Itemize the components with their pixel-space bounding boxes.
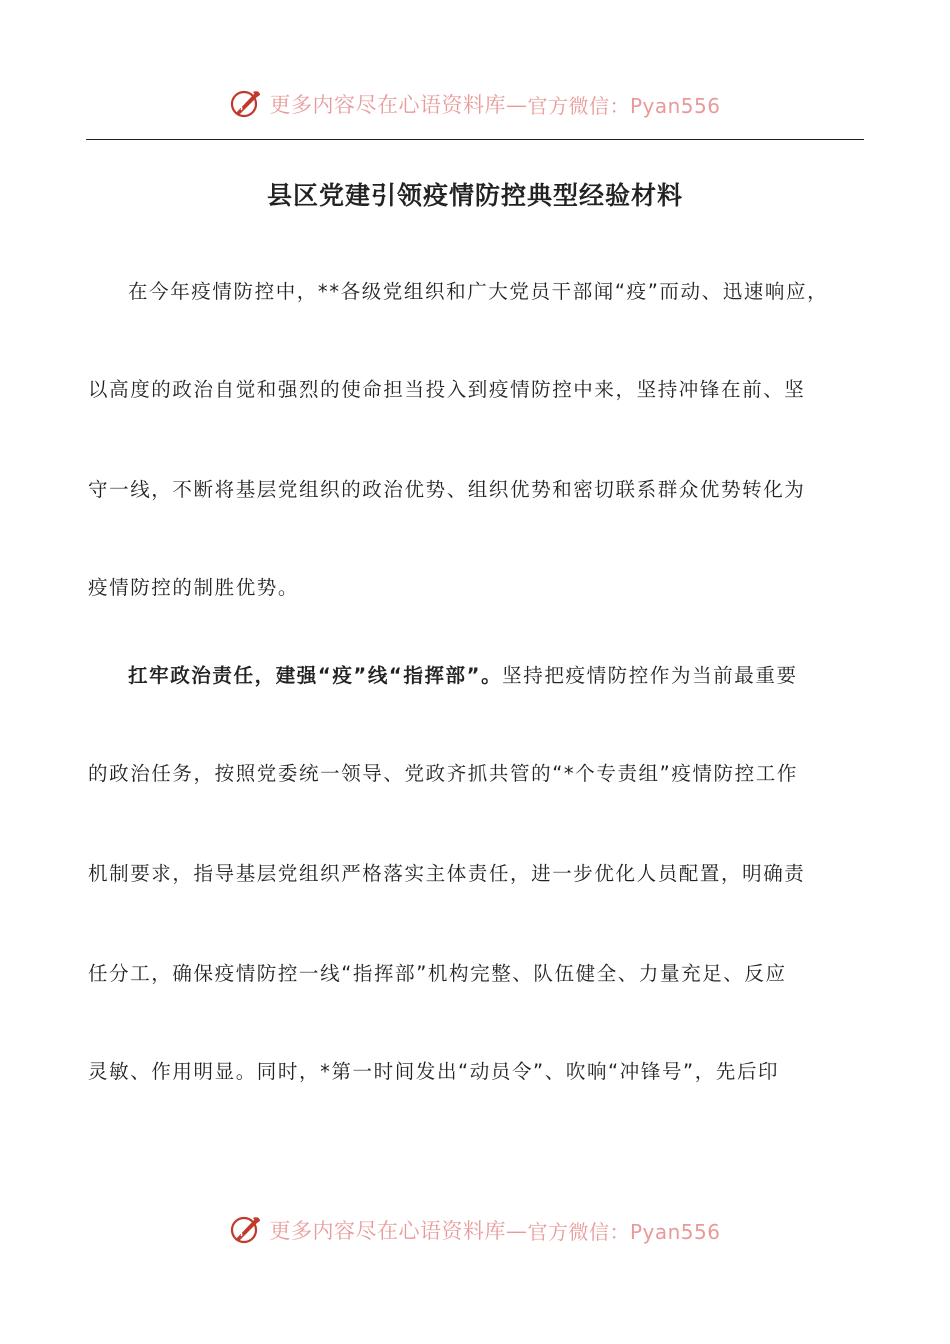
header-contact: 官方微信：Pyan556 [527, 93, 721, 118]
paragraph2-line-1-rest: 坚持把疫情防控作为当前最重要 [502, 664, 798, 687]
paragraph2-line-5: 灵敏、作用明显。同时，*第一时间发出“动员令”、吹响“冲锋号”，先后印 [88, 1060, 780, 1083]
document-title: 县区党建引领疫情防控典型经验材料 [266, 181, 683, 210]
paragraph2-line-1 [128, 660, 798, 688]
footer-slogan: 更多内容尽在心语资料库— [269, 1219, 528, 1243]
quill-logo-icon [229, 1213, 263, 1247]
paragraph1-line-1: 在今年疫情防控中，**各级党组织和广大党员干部闻“疫”而动、迅速响应， [128, 280, 829, 303]
paragraph1-line-4: 疫情防控的制胜优势。 [88, 576, 300, 599]
paragraph2-line-4: 任分工，确保疫情防控一线“指挥部”机构完整、队伍健全、力量充足、反应 [88, 962, 787, 985]
paragraph2-line-2: 的政治任务，按照党委统一领导、党政齐抓共管的“*个专责组”疫情防控工作 [88, 762, 798, 785]
header-slogan: 更多内容尽在心语资料库— [269, 93, 528, 117]
paragraph1-line-3: 守一线，不断将基层党组织的政治优势、组织优势和密切联系群众优势转化为 [88, 478, 806, 501]
footer-contact: 官方微信：Pyan556 [527, 1219, 721, 1244]
quill-logo-icon [229, 87, 263, 121]
footer-banner [0, 1210, 950, 1250]
paragraph1-line-2: 以高度的政治自觉和强烈的使命担当投入到疫情防控中来，坚持冲锋在前、坚 [88, 378, 806, 401]
header-banner [0, 84, 950, 124]
paragraph2-heading: 扛牢政治责任，建强“疫”线“指挥部”。 [128, 664, 503, 687]
header-divider [86, 139, 864, 140]
paragraph2-line-3: 机制要求，指导基层党组织严格落实主体责任，进一步优化人员配置，明确责 [88, 862, 806, 885]
